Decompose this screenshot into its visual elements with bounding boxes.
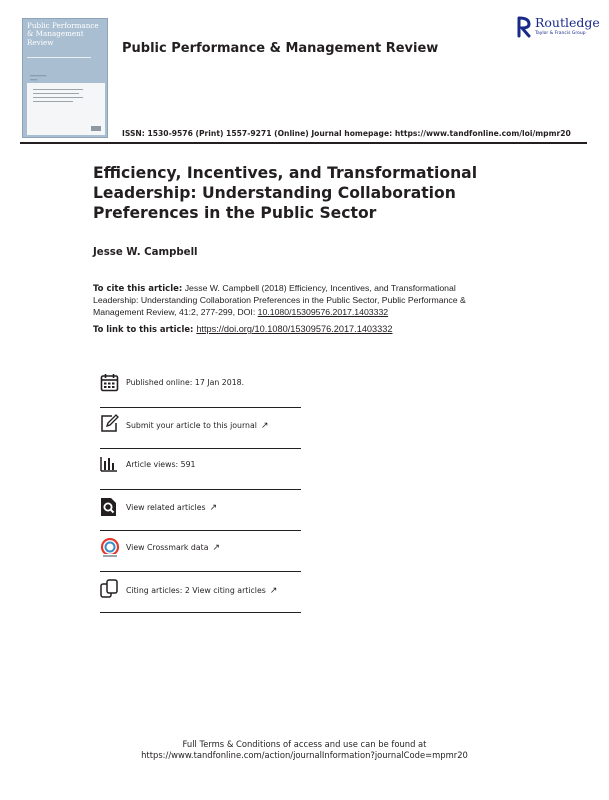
cover-volume-info: ━━━━━━━━━ ━━━━ [30, 74, 47, 82]
info-divider [100, 530, 301, 531]
info-divider [100, 407, 301, 408]
citing-articles-row[interactable] [100, 579, 301, 601]
article-link-line [93, 323, 393, 336]
article-title-line: Preferences in the Public Sector [93, 204, 377, 222]
published-online-row [100, 373, 301, 393]
footer-line-1: Full Terms & Conditions of access and use can be found at [182, 739, 427, 749]
cite-line-2: Leadership: Understanding Collaboration Preferences in the Public Sector, Public Performance & [93, 295, 466, 306]
author-name: Jesse W. Campbell [93, 247, 198, 258]
calendar-icon [100, 373, 119, 392]
journal-title: Public Performance & Management Review [122, 41, 439, 56]
issn-homepage-line[interactable]: ISSN: 1530-9576 (Print) 1557-9271 (Online) Journal homepage: https://www.tandfonline.com/loi/mpmr20 [122, 129, 571, 138]
info-divider [100, 489, 301, 490]
cite-line-3: Management Review, 41:2, 277-299, DOI: [93, 306, 258, 317]
citing-articles-link[interactable]: Citing articles: 2 View citing articles ↗ [126, 586, 278, 596]
article-title [93, 163, 523, 223]
cover-rule [27, 57, 91, 58]
crossmark-link[interactable]: View Crossmark data ↗ [126, 543, 221, 553]
submit-article-row[interactable] [100, 414, 301, 434]
article-url-link[interactable]: https://doi.org/10.1080/15309576.2017.1403332 [196, 324, 393, 334]
related-articles-link[interactable]: View related articles ↗ [126, 503, 218, 513]
cover-title: Public Performance & Management Review [27, 21, 99, 47]
search-document-icon [100, 497, 118, 517]
external-link-icon: ↗ [260, 421, 269, 431]
citation-block [93, 283, 513, 318]
publisher-tagline: Taylor & Francis Group [535, 31, 586, 36]
submit-article-link[interactable]: Submit your article to this journal ↗ [126, 421, 269, 431]
published-online-label: Published online: 17 Jan 2018. [126, 378, 245, 387]
cite-line-1: Jesse W. Campbell (2018) Efficiency, Incentives, and Transformational [184, 283, 456, 293]
edit-icon [100, 414, 120, 433]
doi-link[interactable]: 10.1080/15309576.2017.1403332 [257, 306, 389, 317]
info-divider [100, 448, 301, 449]
article-views-row [100, 456, 301, 476]
info-divider [100, 612, 301, 613]
link-label: To link to this article: [93, 324, 197, 334]
external-link-icon: ↗ [212, 543, 221, 553]
publisher-name: Routledge [535, 15, 600, 30]
bar-chart-icon [100, 456, 118, 472]
related-articles-row[interactable] [100, 497, 301, 517]
article-title-line: Leadership: Understanding Collaboration [93, 184, 456, 202]
crossmark-icon [100, 538, 120, 559]
cover-lower-panel [27, 83, 105, 135]
routledge-logo [517, 16, 601, 38]
citing-articles-icon [100, 579, 120, 599]
external-link-icon: ↗ [209, 503, 218, 513]
cover-publisher-logo [91, 126, 101, 131]
cite-label: To cite this article: [93, 284, 183, 294]
journal-cover-image [22, 18, 108, 138]
routledge-mark-icon [517, 16, 532, 38]
info-divider [100, 571, 301, 572]
article-views-label: Article views: 591 [126, 460, 196, 469]
external-link-icon: ↗ [269, 586, 278, 596]
footer-terms-link[interactable]: https://www.tandfonline.com/action/journalInformation?journalCode=mpmr20 [141, 750, 468, 760]
header-divider [20, 142, 587, 144]
footer-terms [0, 739, 609, 761]
article-title-line: Efficiency, Incentives, and Transformational [93, 164, 478, 182]
crossmark-row[interactable] [100, 538, 301, 560]
